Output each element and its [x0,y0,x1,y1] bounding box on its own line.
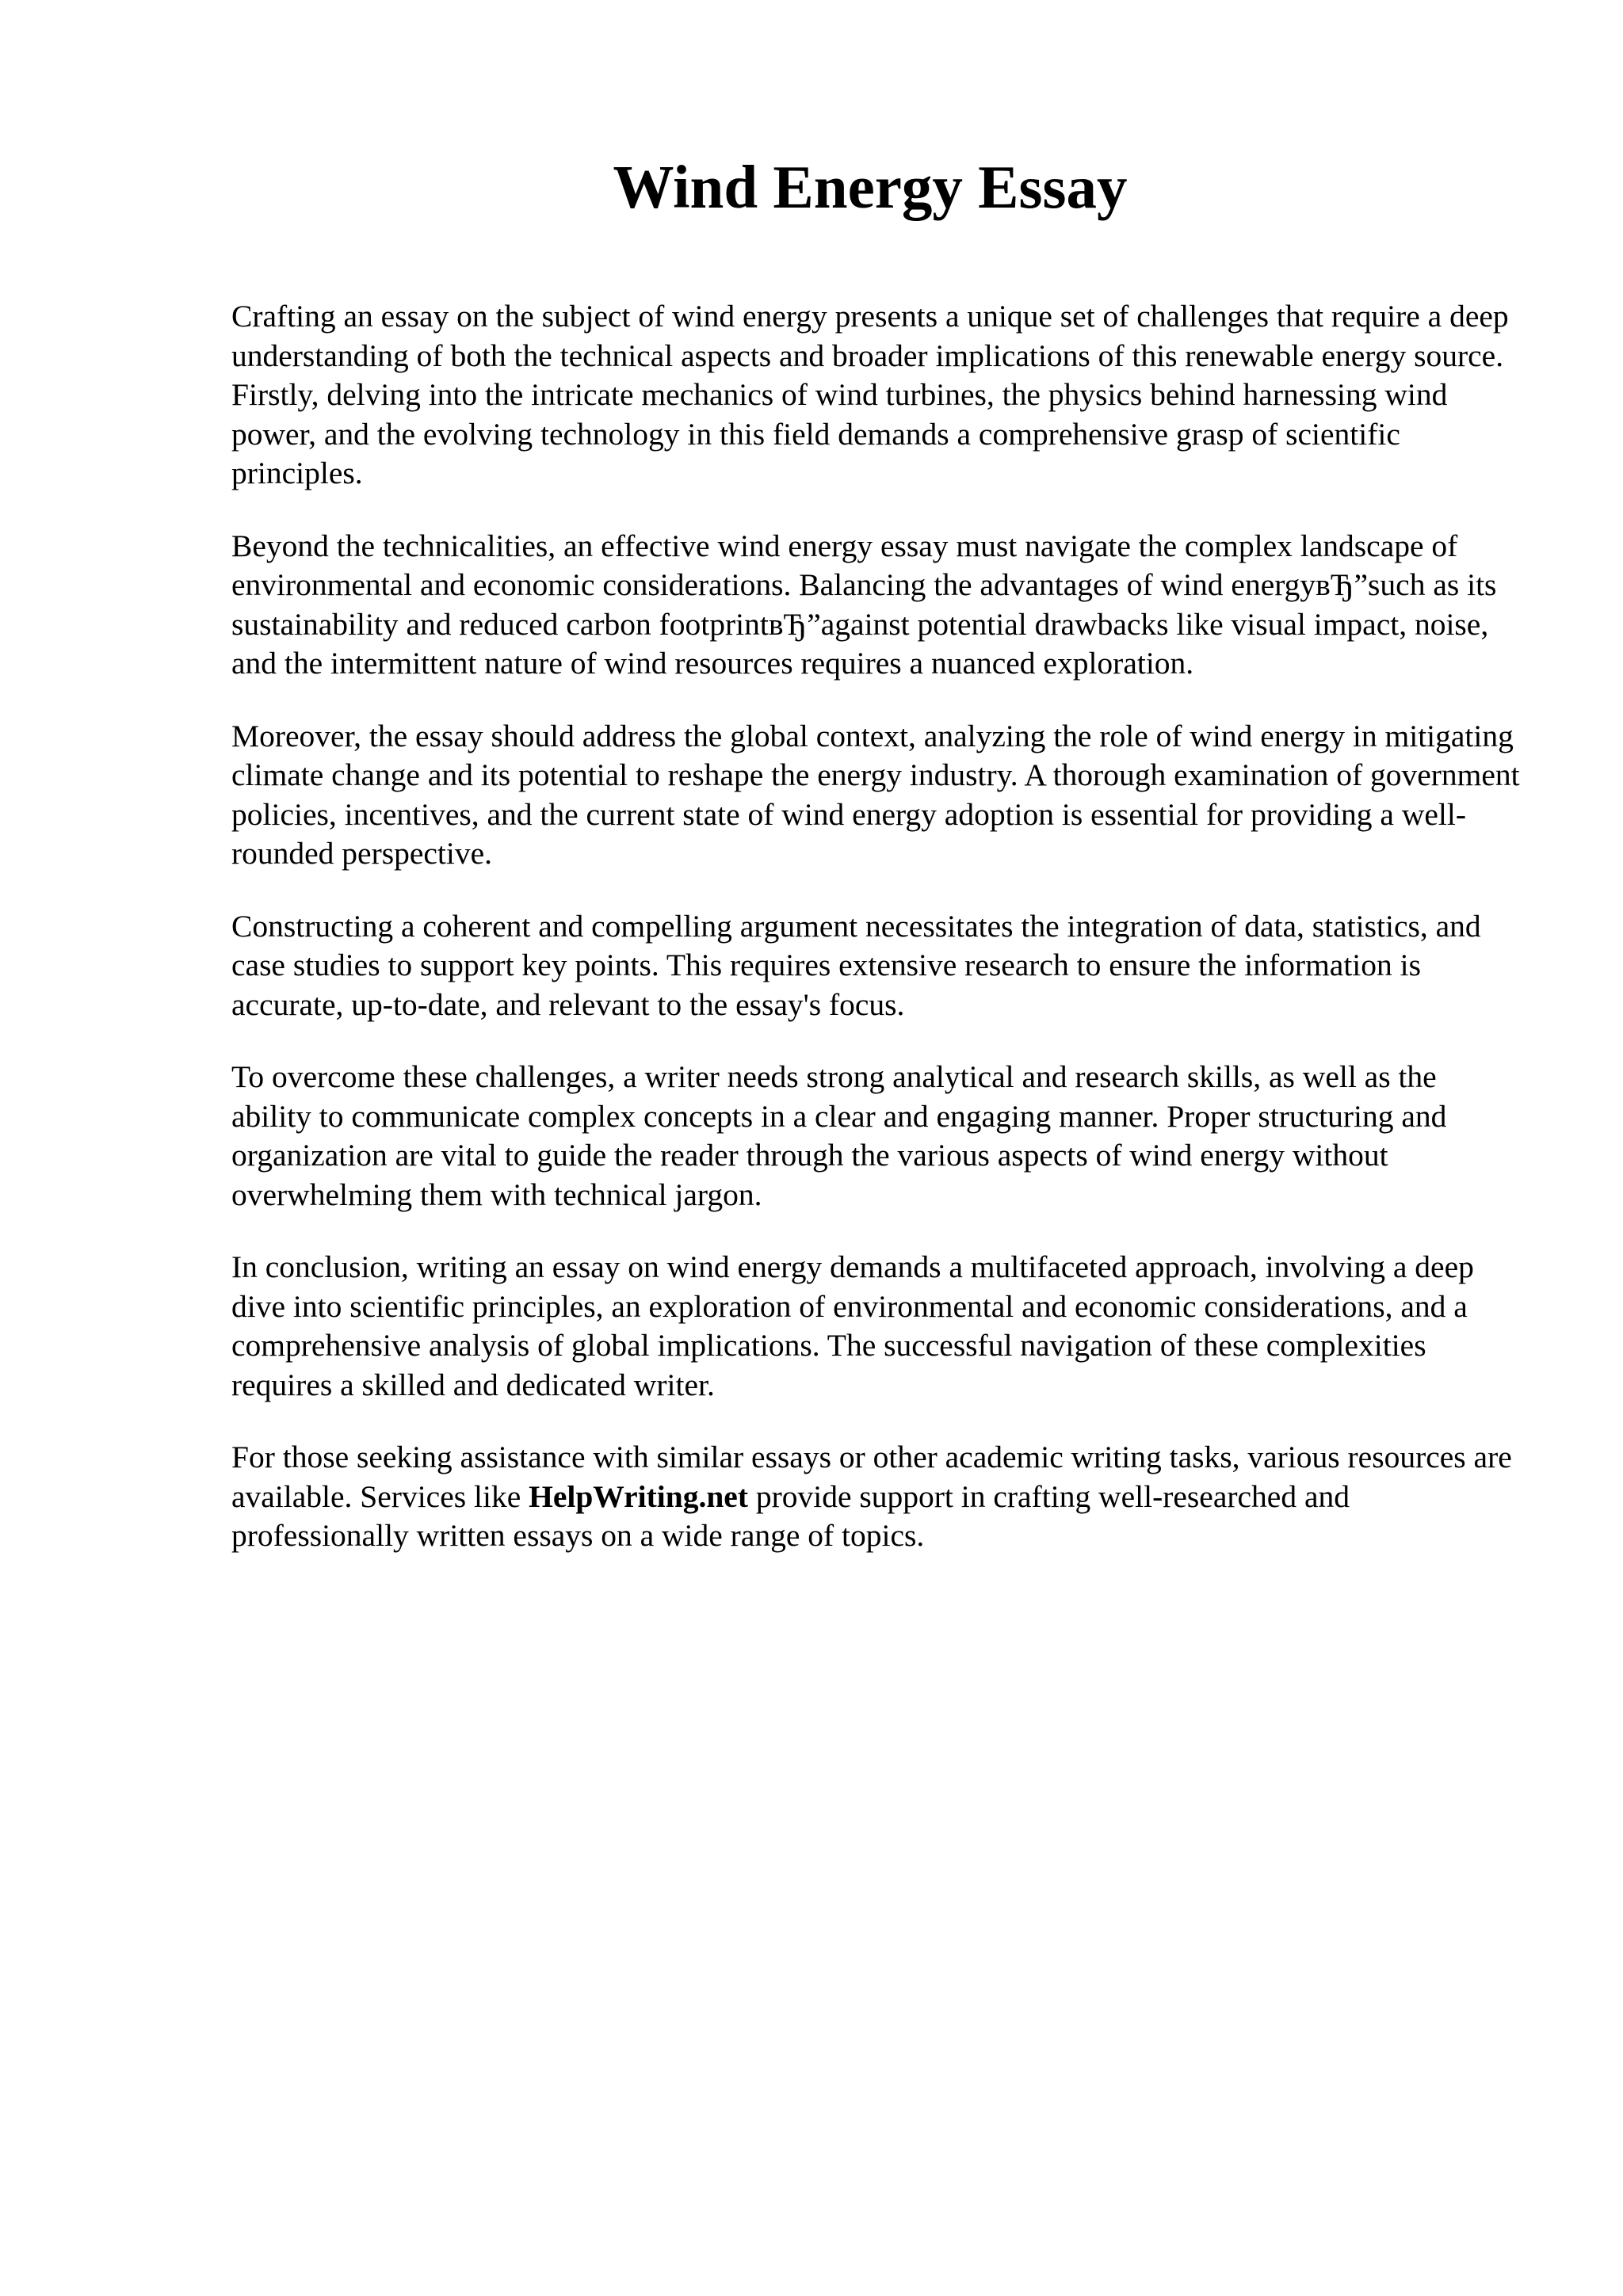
paragraph-intro: Crafting an essay on the subject of wind energy presents a unique set of challenges that require a deep understanding of both the technical aspects and broader implications of this renewable energy source. Firstly, delving into the intricate mechanics of wind turbines, the physics behind harnessing wind power, and the evolving technology in this field demands a comprehensive grasp of scientific principles. [231,299,1509,490]
document-body [231,297,1523,1589]
paragraph-closing [231,1438,1523,1556]
paragraph-global-context: Moreover, the essay should address the global context, analyzing the role of wind energy in mitigating climate change and its potential to reshape the energy industry. A thorough examination of government policies, incentives, and the current state of wind energy adoption is essential for providing a well-rounded perspective. [231,718,1520,871]
brand-name: HelpWriting.net [529,1478,748,1514]
paragraph-considerations: Beyond the technicalities, an effective wind energy essay must navigate the complex landscape of environmental and economic considerations. Balancing the advantages of wind energyвЂ”such as its sustainability and reduced carbon footprintвЂ”against potential drawbacks like visual impact, noise, and the intermittent nature of wind resources requires a nuanced exploration. [231,528,1497,681]
paragraph-argument: Constructing a coherent and compelling argument necessitates the integration of data, statistics, and case studies to support key points. This requires extensive research to ensure the information is accurate, up-to-date, and relevant to the essay's focus. [231,908,1481,1022]
closing-text-before: For those seeking assistance with similar essays or other academic writing tasks, various resources are available. Services like [231,1440,1512,1514]
closing-text-after: provide support in crafting well-researched and professionally written essays on a wide range of topics. [231,1478,1350,1553]
document-title: Wind Energy Essay [613,153,1128,221]
paragraph-skills: To overcome these challenges, a writer needs strong analytical and research skills, as well as the ability to communicate complex concepts in a clear and engaging manner. Proper structuring and organization are vital to guide the reader through the various aspects of wind energy without overwhelming them with technical jargon. [231,1059,1447,1212]
paragraph-conclusion: In conclusion, writing an essay on wind energy demands a multifaceted approach, involving a deep dive into scientific principles, an exploration of environmental and economic considerations, and a comprehensive analysis of global implications. The successful navigation of these complexities requires a skilled and dedicated writer. [231,1249,1474,1402]
